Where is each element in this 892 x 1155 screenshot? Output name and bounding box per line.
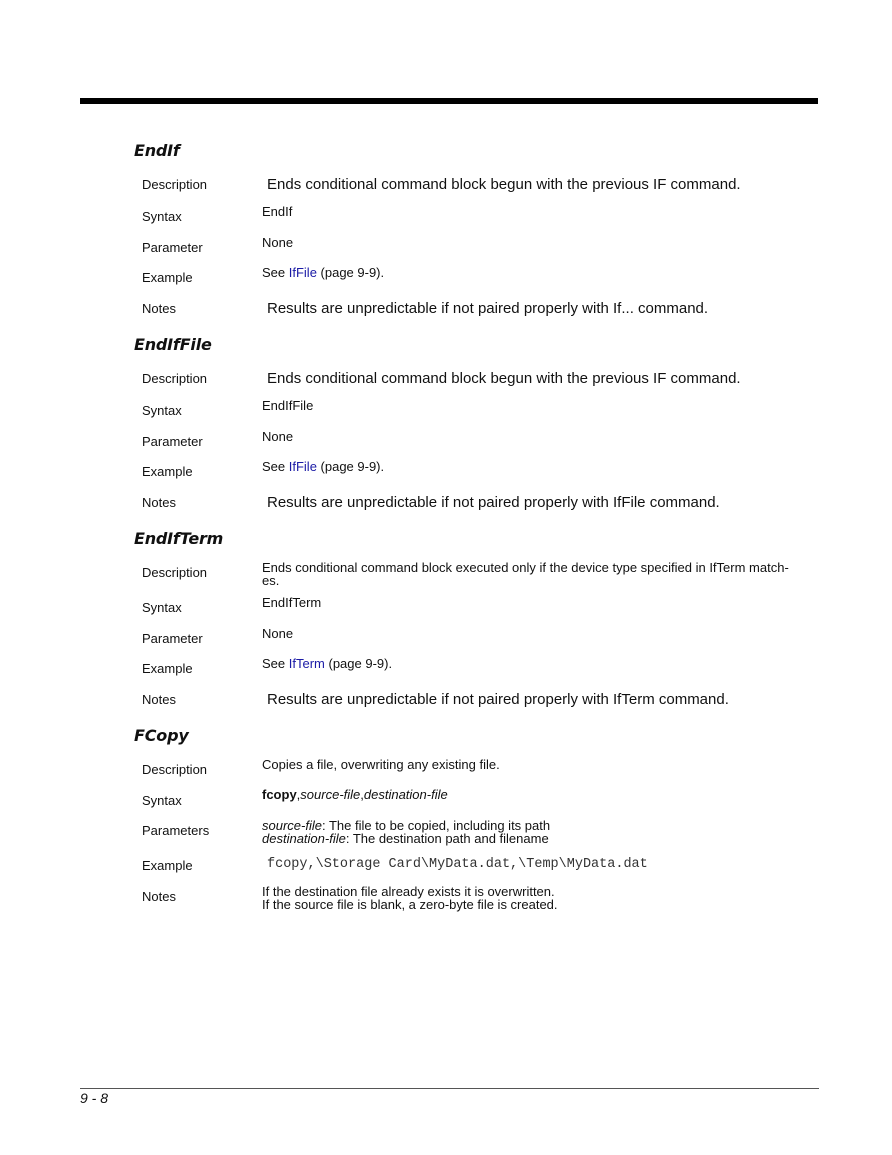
description-text: Copies a file, overwriting any existing file. bbox=[262, 757, 500, 772]
param-desc: : The destination path and filename bbox=[345, 831, 549, 846]
example-text bbox=[262, 657, 802, 670]
parameter-label: Parameter bbox=[142, 631, 203, 646]
syntax-label: Syntax bbox=[142, 600, 182, 615]
syntax-text: EndIf bbox=[262, 204, 293, 219]
section-title-fcopy: FCopy bbox=[134, 726, 189, 745]
notes-label: Notes bbox=[142, 301, 176, 316]
parameter-text: None bbox=[262, 626, 294, 641]
example-text bbox=[262, 460, 802, 473]
notes-text bbox=[262, 885, 802, 911]
description-line-2: es. bbox=[262, 573, 280, 588]
syntax-text: EndIfTerm bbox=[262, 595, 322, 610]
page-number: 9 - 8 bbox=[80, 1090, 109, 1106]
param-name: destination-file bbox=[262, 831, 346, 846]
param-desc: : The file to be copied, including its path bbox=[321, 818, 551, 833]
example-suffix: (page 9-9). bbox=[316, 459, 385, 474]
header-rule bbox=[80, 98, 818, 104]
param-name: source-file bbox=[262, 818, 322, 833]
notes-label: Notes bbox=[142, 889, 176, 904]
example-text bbox=[262, 266, 802, 279]
example-label: Example bbox=[142, 661, 193, 676]
parameters-text bbox=[262, 819, 802, 845]
parameter-label: Parameter bbox=[142, 434, 203, 449]
syntax-comma: , bbox=[296, 787, 301, 802]
iffile-link[interactable]: IfFile bbox=[288, 459, 317, 474]
section-title-endiffile: EndIfFile bbox=[134, 335, 212, 354]
example-label: Example bbox=[142, 270, 193, 285]
description-label: Description bbox=[142, 177, 208, 192]
example-prefix: See bbox=[262, 459, 289, 474]
description-line-1: Ends conditional command block executed only if the device type specified in IfTerm match- bbox=[262, 560, 789, 575]
parameter-line-destination bbox=[262, 832, 802, 845]
parameters-label: Parameters bbox=[142, 823, 210, 838]
description-text: Ends conditional command block begun with the previous IF command. bbox=[267, 370, 741, 387]
example-label: Example bbox=[142, 464, 193, 479]
description-text bbox=[262, 561, 802, 587]
syntax-arg-destination: destination-file bbox=[363, 787, 448, 802]
syntax-text bbox=[262, 788, 802, 801]
description-text: Ends conditional command block begun with the previous IF command. bbox=[267, 176, 741, 193]
section-title-endif: EndIf bbox=[134, 141, 180, 160]
syntax-arg-source: source-file bbox=[300, 787, 361, 802]
notes-text: Results are unpredictable if not paired properly with If... command. bbox=[267, 300, 709, 317]
description-label: Description bbox=[142, 565, 208, 580]
parameter-label: Parameter bbox=[142, 240, 203, 255]
notes-line-1: If the destination file already exists it is overwritten. bbox=[262, 884, 555, 899]
example-prefix: See bbox=[262, 265, 289, 280]
ifterm-link[interactable]: IfTerm bbox=[288, 656, 325, 671]
example-suffix: (page 9-9). bbox=[324, 656, 393, 671]
iffile-link[interactable]: IfFile bbox=[288, 265, 317, 280]
syntax-comma: , bbox=[360, 787, 364, 802]
notes-label: Notes bbox=[142, 692, 176, 707]
syntax-label: Syntax bbox=[142, 209, 182, 224]
syntax-command: fcopy bbox=[262, 787, 297, 802]
syntax-label: Syntax bbox=[142, 793, 182, 808]
example-suffix: (page 9-9). bbox=[316, 265, 385, 280]
example-prefix: See bbox=[262, 656, 289, 671]
description-label: Description bbox=[142, 762, 208, 777]
parameter-text: None bbox=[262, 429, 294, 444]
example-label: Example bbox=[142, 858, 193, 873]
example-code: fcopy,\Storage Card\MyData.dat,\Temp\MyData.dat bbox=[267, 857, 648, 872]
syntax-text: EndIfFile bbox=[262, 398, 314, 413]
description-label: Description bbox=[142, 371, 208, 386]
notes-text: Results are unpredictable if not paired properly with IfFile command. bbox=[267, 494, 720, 511]
section-title-endifterm: EndIfTerm bbox=[134, 529, 224, 548]
notes-text: Results are unpredictable if not paired properly with IfTerm command. bbox=[267, 691, 729, 708]
footer-rule bbox=[80, 1088, 819, 1089]
notes-line-2: If the source file is blank, a zero-byte file is created. bbox=[262, 897, 558, 912]
parameter-text: None bbox=[262, 235, 294, 250]
syntax-label: Syntax bbox=[142, 403, 182, 418]
notes-label: Notes bbox=[142, 495, 176, 510]
